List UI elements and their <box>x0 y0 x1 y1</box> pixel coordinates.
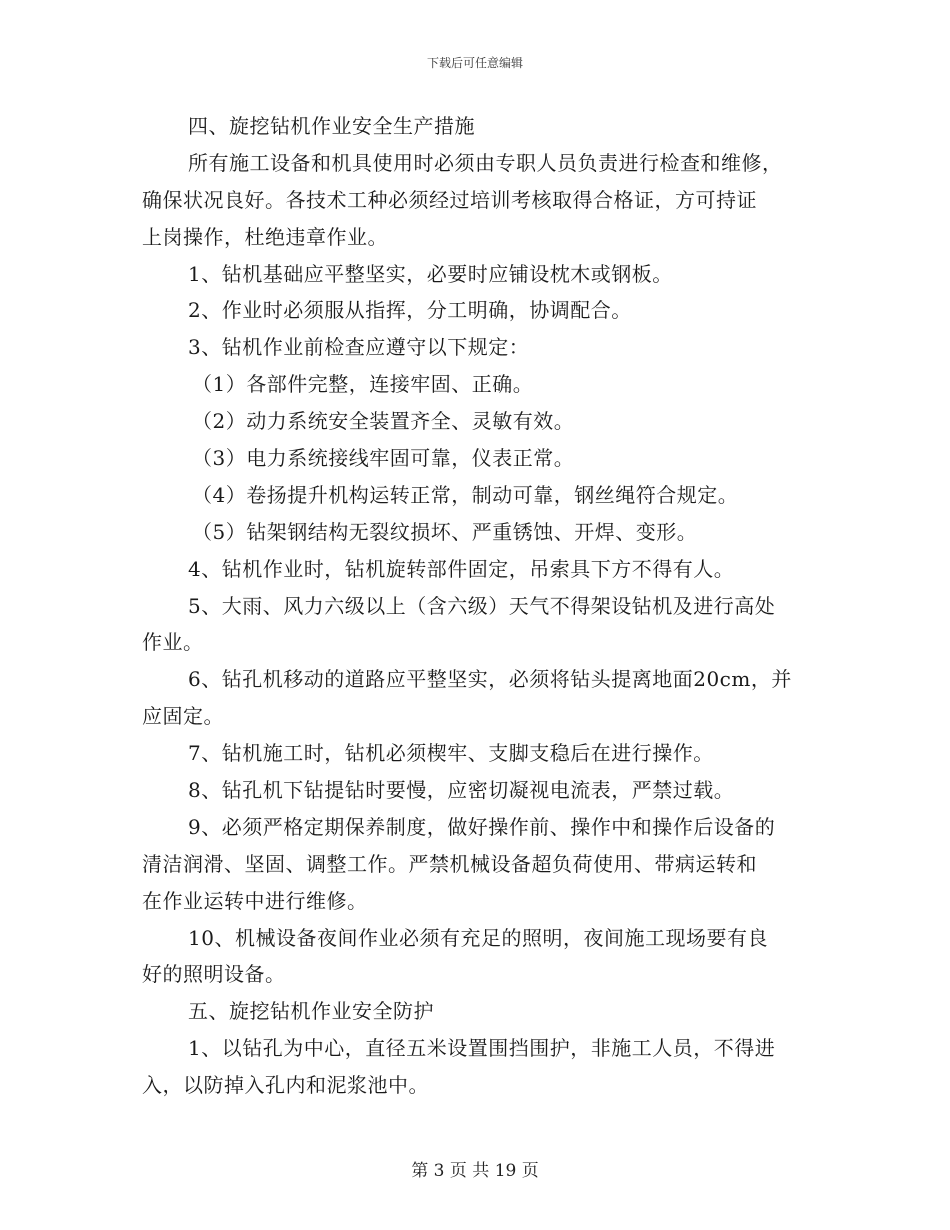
list-item: 10、机械设备夜间作业必须有充足的照明，夜间施工现场要有良 <box>188 925 768 950</box>
paragraph-line: 入，以防掉入孔内和泥浆池中。 <box>142 1073 429 1098</box>
list-item: 4、钻机作业时，钻机旋转部件固定，吊索具下方不得有人。 <box>188 556 735 581</box>
paragraph-line: 确保状况良好。各技术工种必须经过培训考核取得合格证，方可持证 <box>142 187 757 212</box>
sub-list-item: （1）各部件完整，连接牢固、正确。 <box>192 372 534 397</box>
list-item: 1、钻机基础应平整坚实，必要时应铺设枕木或钢板。 <box>188 261 673 286</box>
list-item: 5、大雨、风力六级以上（含六级）天气不得架设钻机及进行高处 <box>188 593 776 618</box>
section-heading: 五、旋挖钻机作业安全防护 <box>188 999 434 1024</box>
sub-list-item: （5）钻架钢结构无裂纹损坏、严重锈蚀、开焊、变形。 <box>192 519 698 544</box>
paragraph-line: 作业。 <box>142 630 204 655</box>
list-item: 8、钻孔机下钻提钻时要慢，应密切凝视电流表，严禁过载。 <box>188 778 735 803</box>
list-item: 3、钻机作业前检查应遵守以下规定： <box>188 335 530 360</box>
paragraph-line: 所有施工设备和机具使用时必须由专职人员负责进行检查和维修， <box>188 150 783 175</box>
paragraph-line: 好的照明设备。 <box>142 962 286 987</box>
sub-list-item: （3）电力系统接线牢固可靠，仪表正常。 <box>192 446 575 471</box>
page-footer: 第 3 页 共 19 页 <box>411 1161 539 1181</box>
sub-list-item: （4）卷扬提升机构运转正常，制动可靠，钢丝绳符合规定。 <box>192 482 739 507</box>
document-body <box>142 108 810 1104</box>
paragraph-line: 应固定。 <box>142 704 224 729</box>
list-item: 2、作业时必须服从指挥，分工明确，协调配合。 <box>188 298 632 323</box>
list-item: 1、以钻孔为中心，直径五米设置围挡围护，非施工人员，不得进 <box>188 1036 776 1061</box>
list-item: 9、必须严格定期保养制度，做好操作前、操作中和操作后设备的 <box>188 814 776 839</box>
list-item: 6、钻孔机移动的道路应平整坚实，必须将钻头提离地面20cm，并 <box>188 667 792 692</box>
paragraph-line: 清洁润滑、坚固、调整工作。严禁机械设备超负荷使用、带病运转和 <box>142 851 757 876</box>
page-header: 下载后可任意编辑 <box>426 56 523 70</box>
section-heading: 四、旋挖钻机作业安全生产措施 <box>188 114 475 138</box>
paragraph-line: 在作业运转中进行维修。 <box>142 888 368 913</box>
sub-list-item: （2）动力系统安全装置齐全、灵敏有效。 <box>192 409 575 434</box>
paragraph-line: 上岗操作，杜绝违章作业。 <box>142 224 388 249</box>
list-item: 7、钻机施工时，钻机必须楔牢、支脚支稳后在进行操作。 <box>188 741 714 766</box>
